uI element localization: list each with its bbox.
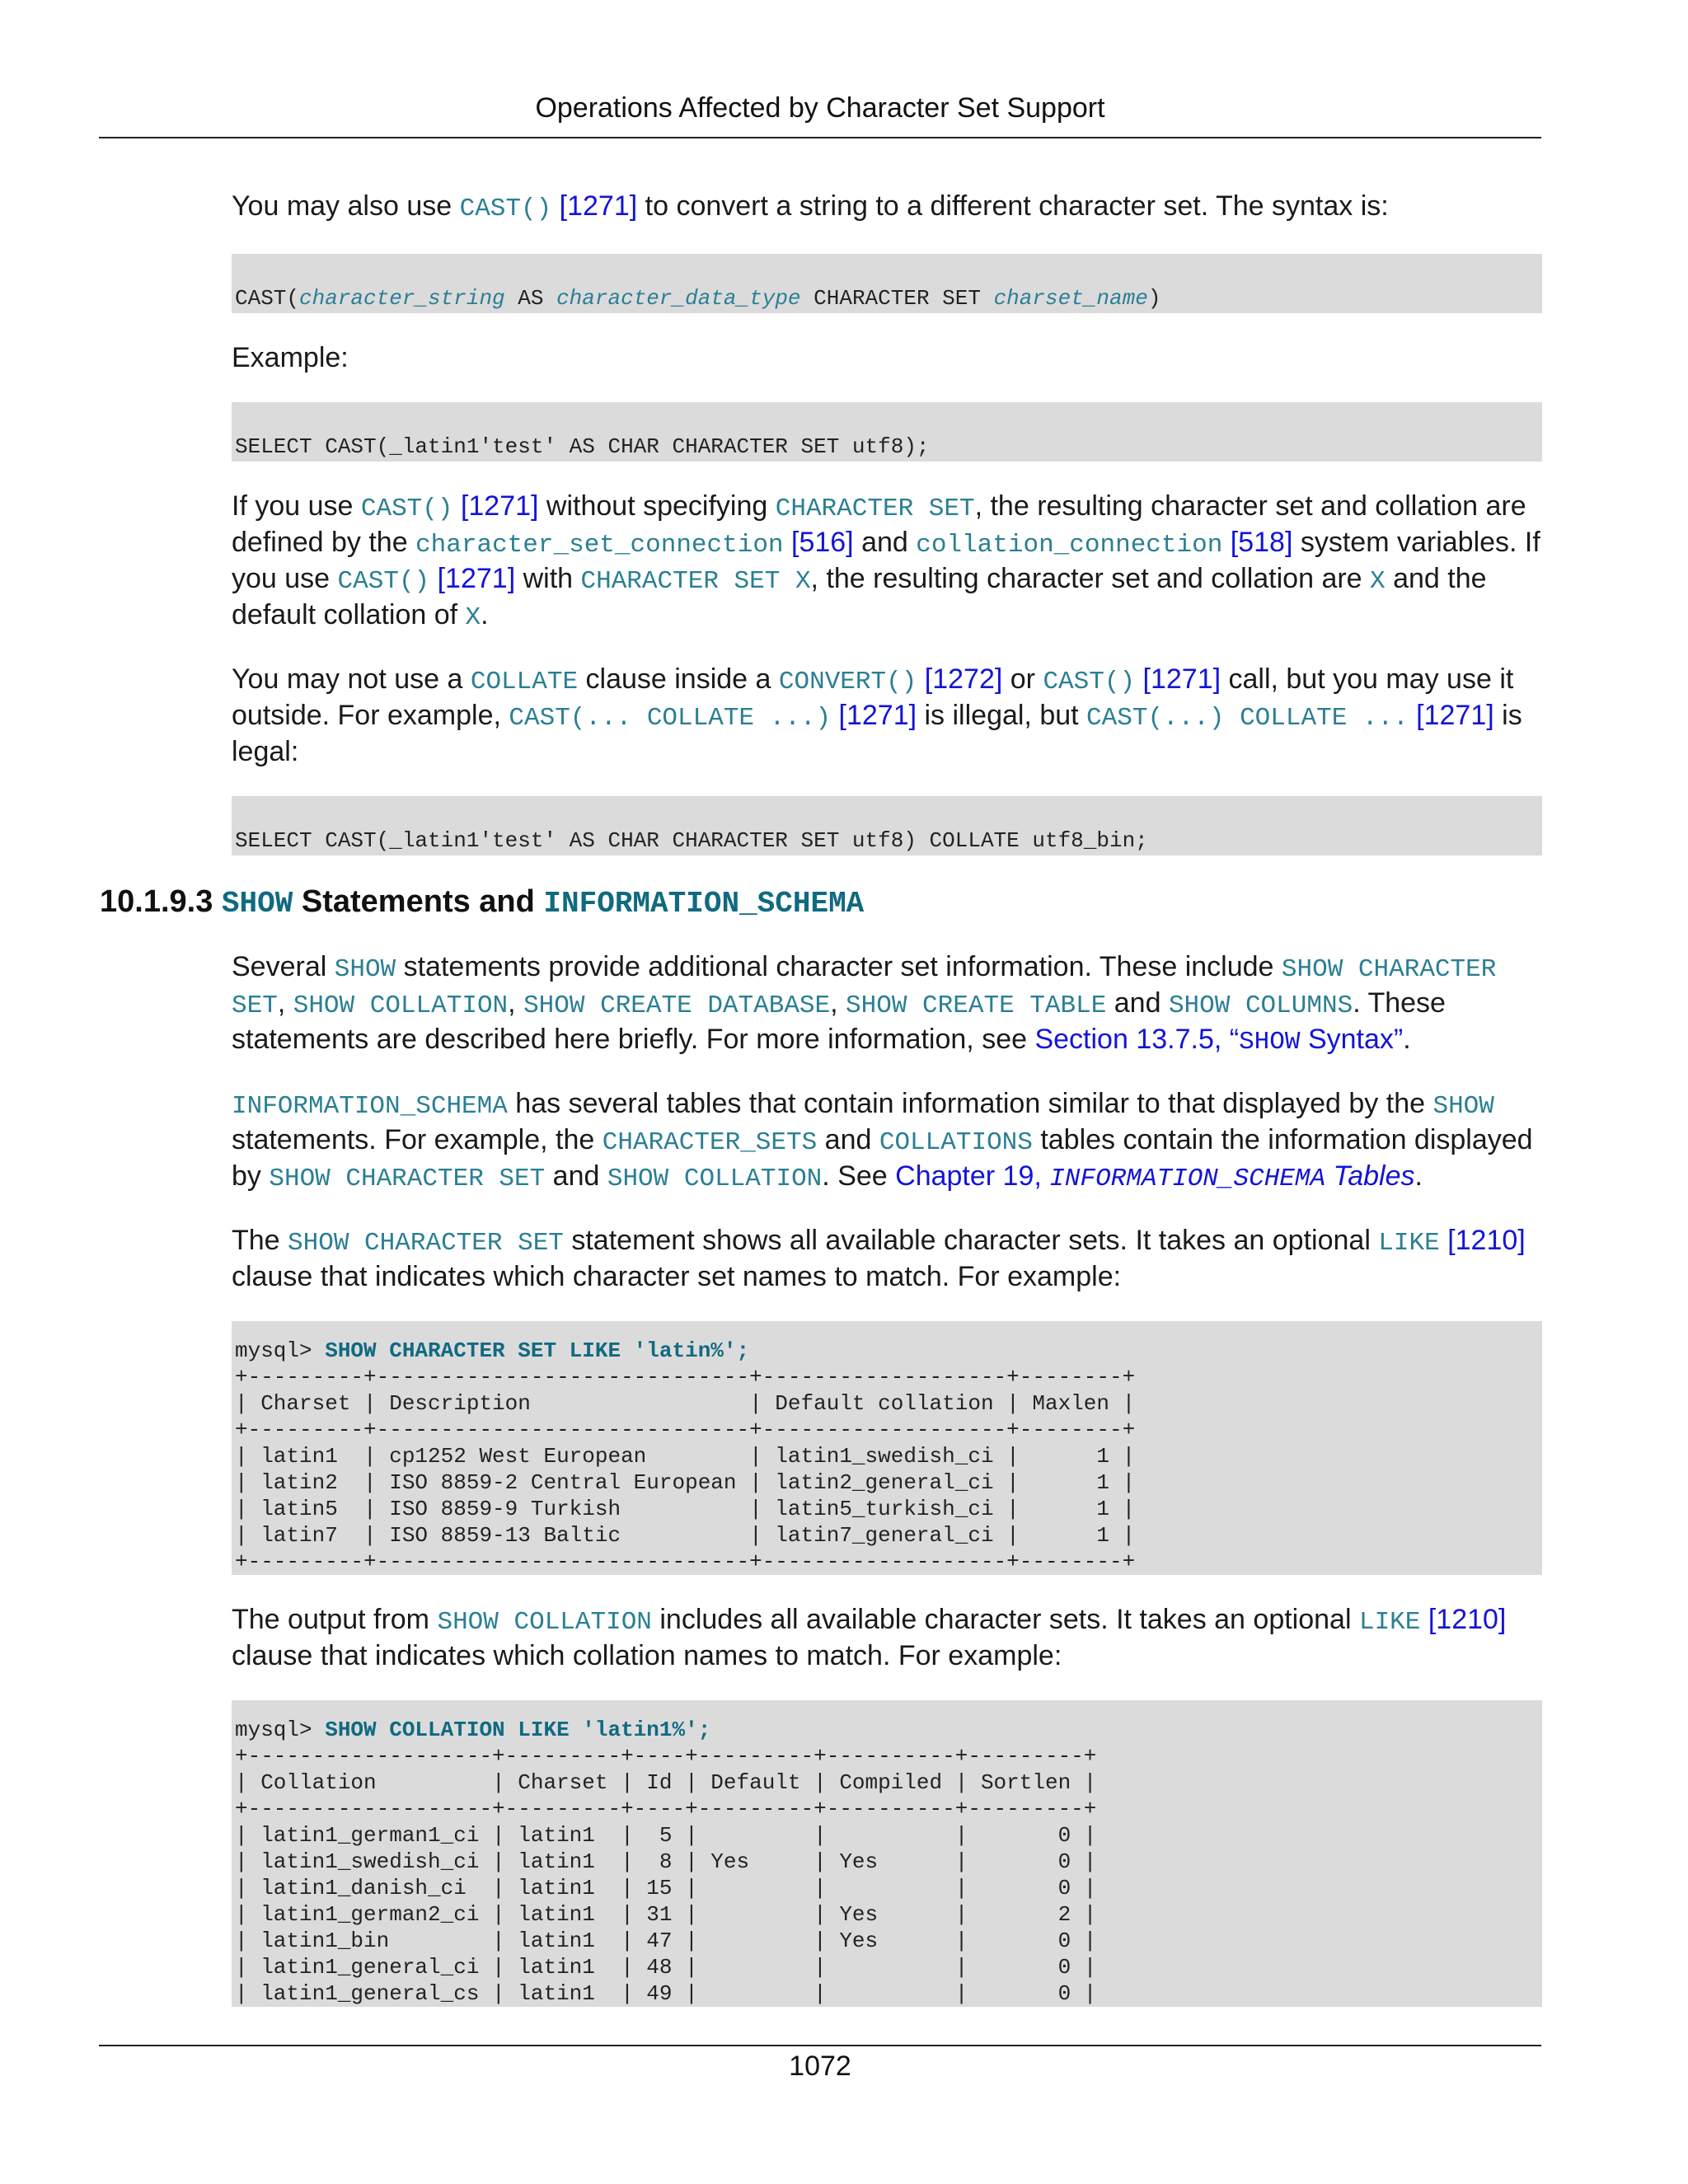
link-text[interactable]: Tables xyxy=(1325,1160,1415,1192)
collate-example-code-block xyxy=(232,796,1542,855)
text: . xyxy=(1414,1160,1423,1192)
text: . xyxy=(481,599,489,630)
information-schema-chapter-link[interactable] xyxy=(895,1160,1414,1192)
cast-reference-link[interactable]: [1271] xyxy=(559,190,638,222)
inline-code: SHOW COLLATION xyxy=(293,991,509,1020)
show-statements-paragraph xyxy=(232,950,1542,1059)
inline-code: X xyxy=(465,603,481,632)
inline-code: SHOW CREATE TABLE xyxy=(846,991,1107,1020)
link-text[interactable]: Section 13.7.5, “ xyxy=(1034,1024,1240,1055)
text: You may not use a xyxy=(232,663,471,695)
text: , xyxy=(830,987,846,1019)
inline-code: SHOW CHARACTER SET xyxy=(232,955,1497,1020)
text: system variables. If you use xyxy=(232,527,1540,594)
section-heading xyxy=(100,883,1410,922)
table-border: +---------+-----------------------------+-------------------+--------+ xyxy=(235,1418,1136,1442)
code-line: SELECT CAST(_latin1'test' AS CHAR CHARACTER SET utf8) COLLATE utf8_bin; xyxy=(235,828,1148,853)
inline-code: CAST() xyxy=(1043,668,1136,696)
text: , the resulting character set and collation are xyxy=(810,563,1371,594)
reference-link[interactable]: [1210] xyxy=(1428,1604,1507,1635)
table-header-row: | Collation | Charset | Id | Default | Compiled | Sortlen | xyxy=(235,1770,1097,1795)
inline-code: CAST(...) COLLATE ... xyxy=(1086,704,1409,733)
section-keyword: SHOW xyxy=(221,887,293,921)
table-border: +-------------------+---------+----+---------+----------+---------+ xyxy=(235,1744,1097,1769)
charset-result-table xyxy=(235,1364,1539,1575)
text: and xyxy=(545,1160,607,1192)
table-row: | latin1_swedish_ci | latin1 | 8 | Yes | Yes | 0 | xyxy=(235,1849,1097,1874)
inline-code: COLLATIONS xyxy=(879,1128,1033,1157)
inline-code: COLLATE xyxy=(470,668,579,696)
inline-code: SHOW COLUMNS xyxy=(1168,991,1353,1020)
text: and xyxy=(853,527,917,558)
code-line: SELECT CAST(_latin1'test' AS CHAR CHARACTER SET utf8); xyxy=(235,434,930,459)
cast-intro-paragraph xyxy=(232,190,1542,226)
inline-code: CHARACTER SET X xyxy=(580,567,811,596)
table-header-row: | Charset | Description | Default collation | Maxlen | xyxy=(235,1391,1136,1416)
cast-function-code: CAST() xyxy=(459,194,552,223)
reference-link[interactable]: [1271] xyxy=(838,700,917,731)
text: includes all available character sets. It takes an optional xyxy=(651,1604,1359,1635)
text: . These statements are described here briefly. For more information, see xyxy=(232,987,1446,1055)
inline-code: SHOW CHARACTER SET xyxy=(288,1229,564,1258)
table-row: | latin1_danish_ci | latin1 | 15 | | | 0 | xyxy=(235,1876,1097,1900)
text: is legal: xyxy=(232,700,1522,767)
cast-syntax-code-block xyxy=(232,254,1542,313)
information-schema-paragraph xyxy=(232,1087,1542,1196)
inline-code: CHARACTER SET xyxy=(775,494,975,523)
reference-link[interactable]: [1271] xyxy=(437,563,516,594)
reference-link[interactable]: [1272] xyxy=(924,663,1003,695)
mysql-prompt: mysql> xyxy=(235,1338,326,1363)
table-row: | latin1_bin | latin1 | 47 | | Yes | 0 | xyxy=(235,1929,1097,1953)
text: statements provide additional character set information. These include xyxy=(396,951,1282,982)
text: The xyxy=(232,1225,288,1256)
inline-code: SHOW COLLATION xyxy=(607,1165,823,1193)
show-character-set-paragraph xyxy=(232,1224,1542,1293)
text: call, but you may use it outside. For example, xyxy=(232,663,1514,731)
reference-link[interactable]: [1271] xyxy=(460,490,539,522)
inline-code: CONVERT() xyxy=(778,668,917,696)
cast-charset-paragraph xyxy=(232,490,1542,635)
link-code[interactable]: SHOW xyxy=(1239,1028,1301,1057)
mysql-command: SHOW CHARACTER SET LIKE 'latin%'; xyxy=(325,1338,750,1363)
header-rule xyxy=(99,137,1541,138)
table-border: +---------+-----------------------------+-------------------+--------+ xyxy=(235,1365,1136,1390)
text: , xyxy=(277,987,293,1019)
code-text: AS xyxy=(504,286,557,311)
table-row: | latin1_german2_ci | latin1 | 31 | | Yes | 2 | xyxy=(235,1902,1097,1927)
example-label: Example: xyxy=(232,342,349,373)
inline-code: LIKE xyxy=(1378,1229,1440,1258)
inline-code: CAST() xyxy=(337,567,430,596)
footer-rule xyxy=(99,2045,1541,2046)
inline-code: SHOW CHARACTER SET xyxy=(269,1165,546,1193)
text: , the resulting character set and collation are defined by the xyxy=(232,490,1526,558)
text: tables contain the information displayed by xyxy=(232,1124,1533,1192)
show-character-set-code-block xyxy=(232,1321,1542,1575)
text: . xyxy=(1403,1024,1411,1055)
reference-link[interactable]: [1271] xyxy=(1142,663,1221,695)
text: without specifying xyxy=(538,490,776,522)
table-row: | latin2 | ISO 8859-2 Central European | latin2_general_ci | 1 | xyxy=(235,1470,1136,1495)
reference-link[interactable]: [1210] xyxy=(1447,1225,1526,1256)
collation-result-table xyxy=(235,1743,1539,2007)
section-number: 10.1.9.3 xyxy=(100,884,222,919)
table-row: | latin7 | ISO 8859-13 Baltic | latin7_general_ci | 1 | xyxy=(235,1523,1136,1548)
code-placeholder: character_data_type xyxy=(556,286,801,311)
link-code[interactable]: INFORMATION_SCHEMA xyxy=(1049,1165,1326,1193)
inline-code: CAST(... COLLATE ...) xyxy=(509,704,832,733)
text: You may also use xyxy=(232,190,460,222)
code-placeholder: character_string xyxy=(299,286,505,311)
text: to convert a string to a different character set. The syntax is: xyxy=(637,190,1389,222)
text: clause inside a xyxy=(578,663,779,695)
text: statement shows all available character sets. It takes an optional xyxy=(563,1225,1379,1256)
inline-code: SHOW COLLATION xyxy=(437,1608,652,1637)
table-row: | latin1_german1_ci | latin1 | 5 | | | 0 | xyxy=(235,1823,1097,1848)
table-row: | latin1_general_ci | latin1 | 48 | | | 0 | xyxy=(235,1955,1097,1980)
inline-code: character_set_connection xyxy=(415,531,784,560)
code-prompt-line xyxy=(235,1717,1539,1743)
text: and xyxy=(1106,987,1169,1019)
table-border: +-------------------+---------+----+---------+----------+---------+ xyxy=(235,1797,1097,1821)
reference-link[interactable]: [516] xyxy=(791,527,854,558)
running-header: Operations Affected by Character Set Support xyxy=(535,92,1105,124)
text: If you use xyxy=(232,490,361,522)
text: statements. For example, the xyxy=(232,1124,603,1155)
table-border: +---------+-----------------------------+-------------------+--------+ xyxy=(235,1549,1136,1574)
section-keyword: INFORMATION_SCHEMA xyxy=(543,887,865,921)
inline-code: INFORMATION_SCHEMA xyxy=(232,1092,508,1121)
code-prompt-line xyxy=(235,1338,1539,1364)
code-text: ) xyxy=(1147,286,1161,311)
show-collation-paragraph xyxy=(232,1603,1542,1672)
mysql-prompt: mysql> xyxy=(235,1718,326,1742)
page-number: 1072 xyxy=(789,2050,851,2082)
code-text: CHARACTER SET xyxy=(800,286,994,311)
text: , xyxy=(508,987,524,1019)
text: The output from xyxy=(232,1604,438,1635)
inline-code: X xyxy=(1370,567,1386,596)
inline-code: collation_connection xyxy=(916,531,1223,560)
page-content xyxy=(100,190,1542,2035)
reference-link[interactable]: [518] xyxy=(1230,527,1293,558)
code-text: CAST( xyxy=(235,286,300,311)
inline-code: CHARACTER_SETS xyxy=(602,1128,818,1157)
reference-link[interactable]: [1271] xyxy=(1416,700,1494,731)
show-collation-code-block xyxy=(232,1700,1542,2007)
inline-code: LIKE xyxy=(1358,1608,1421,1637)
collate-paragraph xyxy=(232,663,1542,768)
mysql-command: SHOW COLLATION LIKE 'latin1%'; xyxy=(325,1718,711,1742)
inline-code: SHOW xyxy=(1432,1092,1494,1121)
text: clause that indicates which character set names to match. For example: xyxy=(232,1261,1122,1292)
cast-example-code-block xyxy=(232,402,1542,462)
inline-code: CAST() xyxy=(360,494,453,523)
text: is illegal, but xyxy=(917,700,1087,731)
text: or xyxy=(1002,663,1043,695)
inline-code: SHOW CREATE DATABASE xyxy=(523,991,831,1020)
inline-code: SHOW xyxy=(334,955,396,984)
code-placeholder: charset_name xyxy=(993,286,1148,311)
table-row: | latin1_general_cs | latin1 | 49 | | | 0 | xyxy=(235,1981,1097,2006)
section-heading-text: Statements and xyxy=(293,884,544,919)
table-row: | latin1 | cp1252 West European | latin1_swedish_ci | 1 | xyxy=(235,1444,1136,1469)
text: and the default collation of xyxy=(232,563,1487,630)
text: and xyxy=(817,1124,879,1155)
link-text[interactable]: Chapter 19, xyxy=(895,1160,1050,1192)
link-text[interactable]: Syntax” xyxy=(1300,1024,1404,1055)
show-syntax-link[interactable] xyxy=(1034,1024,1403,1055)
text: with xyxy=(515,563,581,594)
text: . See xyxy=(822,1160,896,1192)
table-row: | latin5 | ISO 8859-9 Turkish | latin5_turkish_ci | 1 | xyxy=(235,1497,1136,1521)
text: has several tables that contain information similar to that displayed by the xyxy=(507,1088,1433,1119)
text: clause that indicates which collation names to match. For example: xyxy=(232,1640,1062,1671)
text: Several xyxy=(232,951,335,982)
